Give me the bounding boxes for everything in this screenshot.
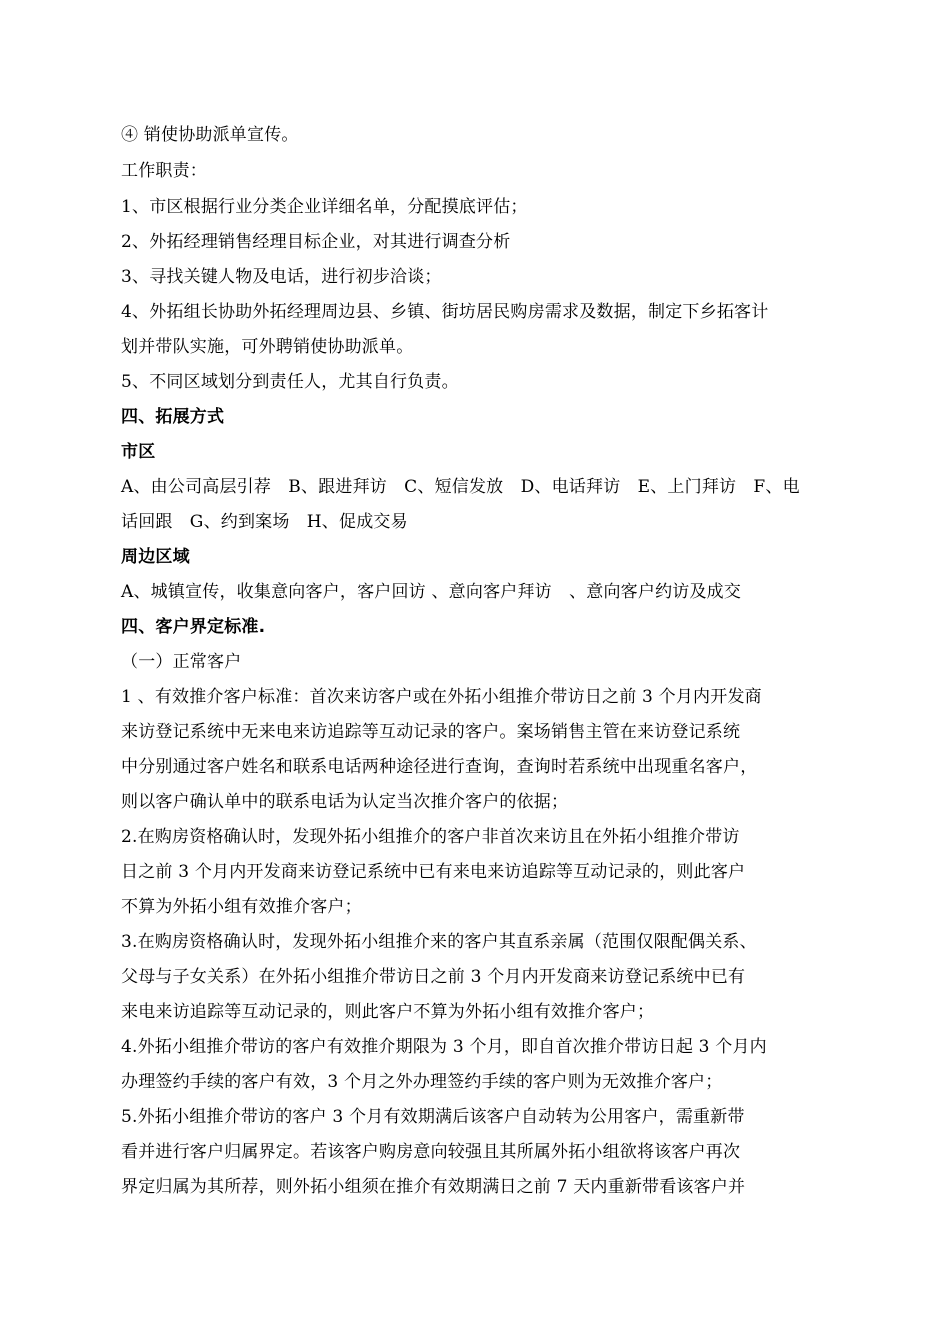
text-line: 1、市区根据行业分类企业详细名单，分配摸底评估； xyxy=(121,197,528,217)
subsection-label: （一）正常客户 xyxy=(121,652,242,672)
text-line: A、城镇宣传，收集意向客户，客户回访 、意向客户拜访 、意向客户约访及成交 xyxy=(121,582,742,602)
text-line: ④ 销使协助派单宣传。 xyxy=(121,125,299,145)
text-line: 4.外拓小组推介带访的客户有效推介期限为 3 个月，即自首次推介带访日起 3 个月内 xyxy=(121,1037,767,1057)
text-line: 3.在购房资格确认时，发现外拓小组推介来的客户其直系亲属（范围仅限配偶关系、 xyxy=(121,932,757,952)
text-line: 来访登记系统中无来电来访追踪等互动记录的客户。案场销售主管在来访登记系统 xyxy=(121,722,741,742)
text-line: 2、外拓经理销售经理目标企业，对其进行调查分析 xyxy=(121,232,511,252)
text-line: 父母与子女关系）在外拓小组推介带访日之前 3 个月内开发商来访登记系统中已有 xyxy=(121,967,746,987)
text-line: 来电来访追踪等互动记录的，则此客户不算为外拓小组有效推介客户； xyxy=(121,1002,655,1022)
text-line: 则以客户确认单中的联系电话为认定当次推介客户的依据； xyxy=(121,792,569,812)
text-line: 中分别通过客户姓名和联系电话两种途径进行查询，查询时若系统中出现重名客户， xyxy=(121,757,758,777)
section-label: 工作职责： xyxy=(121,161,207,181)
subsection-heading: 周边区域 xyxy=(121,547,190,567)
text-line: 4、外拓组长协助外拓经理周边县、乡镇、街坊居民购房需求及数据，制定下乡拓客计 xyxy=(121,302,769,322)
text-line: 话回跟 G、约到案场 H、促成交易 xyxy=(121,512,408,532)
text-line: 2.在购房资格确认时，发现外拓小组推介的客户非首次来访且在外拓小组推介带访 xyxy=(121,827,740,847)
subsection-heading: 市区 xyxy=(121,442,156,462)
text-line: 5.外拓小组推介带访的客户 3 个月有效期满后该客户自动转为公用客户，需重新带 xyxy=(121,1107,745,1127)
section-heading: 四、拓展方式 xyxy=(121,407,225,427)
text-line: 不算为外拓小组有效推介客户； xyxy=(121,897,362,917)
text-line: A、由公司高层引荐 B、跟进拜访 C、短信发放 D、电话拜访 E、上门拜访 F、电 xyxy=(121,477,800,497)
text-line: 划并带队实施，可外聘销使协助派单。 xyxy=(121,337,414,357)
text-line: 界定归属为其所荐，则外拓小组须在推介有效期满日之前 7 天内重新带看该客户并 xyxy=(121,1177,746,1197)
text-line: 3、寻找关键人物及电话，进行初步洽谈； xyxy=(121,267,442,287)
section-heading: 四、客户界定标准. xyxy=(121,617,266,637)
text-line: 5、不同区域划分到责任人，尤其自行负责。 xyxy=(121,372,459,392)
text-line: 1 、有效推介客户标准：首次来访客户或在外拓小组推介带访日之前 3 个月内开发商 xyxy=(121,687,762,707)
text-line: 看并进行客户归属界定。若该客户购房意向较强且其所属外拓小组欲将该客户再次 xyxy=(121,1142,741,1162)
text-line: 办理签约手续的客户有效，3 个月之外办理签约手续的客户则为无效推介客户； xyxy=(121,1072,723,1092)
text-line: 日之前 3 个月内开发商来访登记系统中已有来电来访追踪等互动记录的，则此客户 xyxy=(121,862,746,882)
